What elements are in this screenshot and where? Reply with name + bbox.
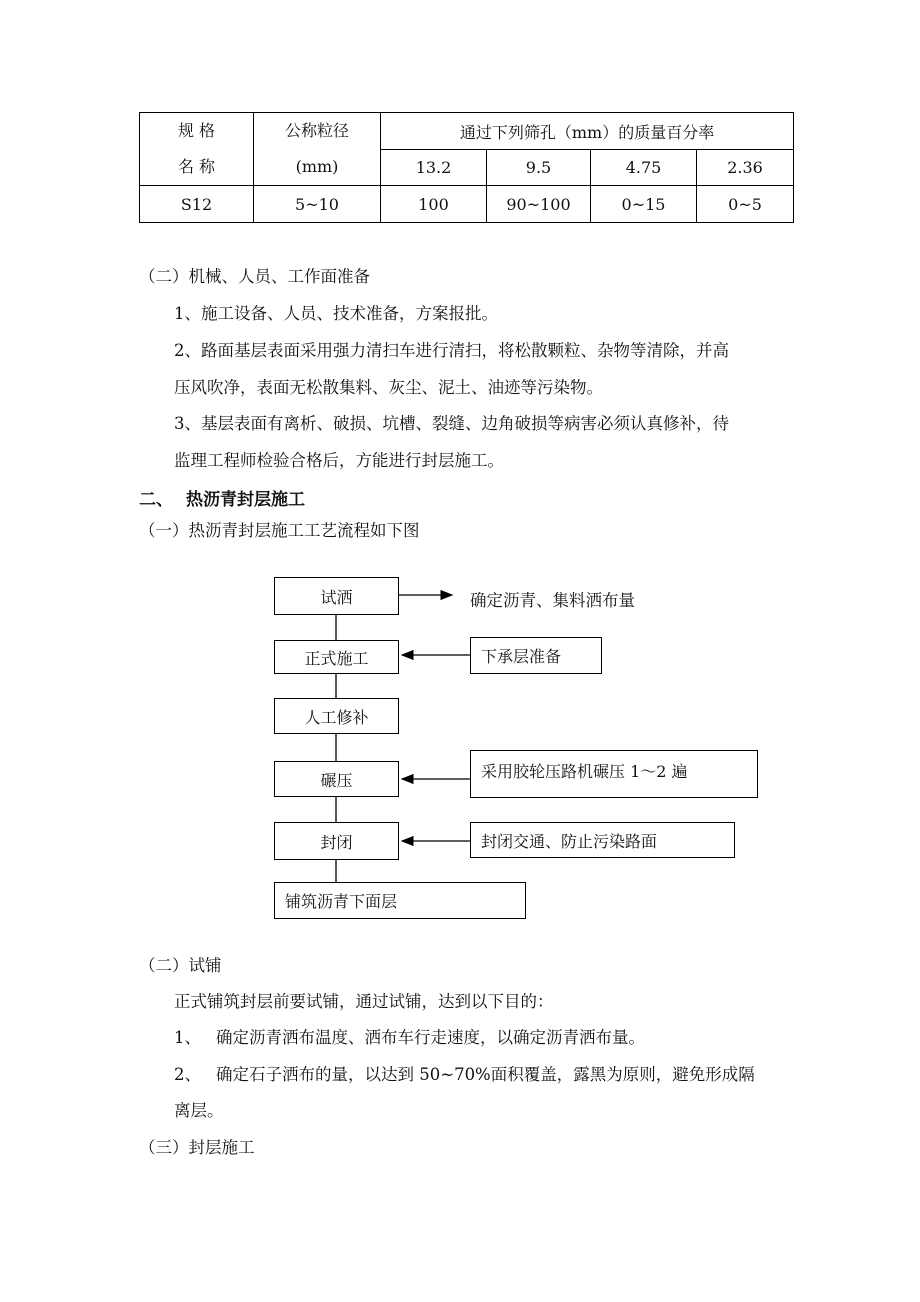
list-number: 2、 [174,1065,201,1084]
header-pass-rate: 通过下列筛孔（mm）的质量百分率 [381,113,794,150]
paragraph: 离层。 [174,1101,224,1120]
sieve-size: 9.5 [487,150,591,186]
flow-note-prep: 下承层准备 [470,637,602,674]
flow-step-formal: 正式施工 [274,640,399,674]
paragraph: 2、路面基层表面采用强力清扫车进行清扫，将松散颗粒、杂物等清除，并高 [174,341,729,360]
paragraph: 1、施工设备、人员、技术准备，方案报批。 [174,304,498,323]
subsection-heading: （一）热沥青封层施工工艺流程如下图 [139,521,420,540]
section-heading: （二）机械、人员、工作面准备 [139,267,370,286]
flow-step-trial: 试洒 [274,577,399,615]
paragraph: 监理工程师检验合格后，方能进行封层施工。 [174,451,504,470]
flow-step-pave: 铺筑沥青下面层 [274,882,526,919]
paragraph: 压风吹净，表面无松散集料、灰尘、泥土、油迹等污染物。 [174,378,603,397]
paragraph: 确定沥青洒布温度、洒布车行走速度，以确定沥青洒布量。 [216,1028,645,1047]
paragraph: 确定石子洒布的量，以达到 50~70%面积覆盖，露黑为原则，避免形成隔 [216,1065,755,1084]
cell-value: 90~100 [487,186,591,223]
flow-step-roll: 碾压 [274,761,399,797]
flow-note-close: 封闭交通、防止污染路面 [470,822,735,858]
list-number: 1、 [174,1028,201,1047]
paragraph: 3、基层表面有离析、破损、坑槽、裂缝、边角破损等病害必须认真修补，待 [174,414,729,433]
section-heading: （二）试铺 [139,956,222,975]
paragraph: 正式铺筑封层前要试铺，通过试铺，达到以下目的： [174,992,554,1011]
header-size: 公称粒径 (mm) [254,113,381,186]
section-title: 热沥青封层施工 [186,490,305,510]
section-number: 二、 [139,490,173,510]
cell-value: 100 [381,186,487,223]
flow-step-repair: 人工修补 [274,698,399,734]
sieve-size: 2.36 [697,150,794,186]
cell-size: 5~10 [254,186,381,223]
flow-note-roll: 采用胶轮压路机碾压 1～2 遍 [470,750,758,798]
cell-spec: S12 [140,186,254,223]
sieve-size: 4.75 [591,150,697,186]
cell-value: 0~15 [591,186,697,223]
sieve-size: 13.2 [381,150,487,186]
section-heading: （三）封层施工 [139,1138,255,1157]
header-spec: 规 格 名 称 [140,113,254,186]
flow-step-close: 封闭 [274,822,399,860]
cell-value: 0~5 [697,186,794,223]
flow-note-trial: 确定沥青、集料洒布量 [470,591,635,610]
